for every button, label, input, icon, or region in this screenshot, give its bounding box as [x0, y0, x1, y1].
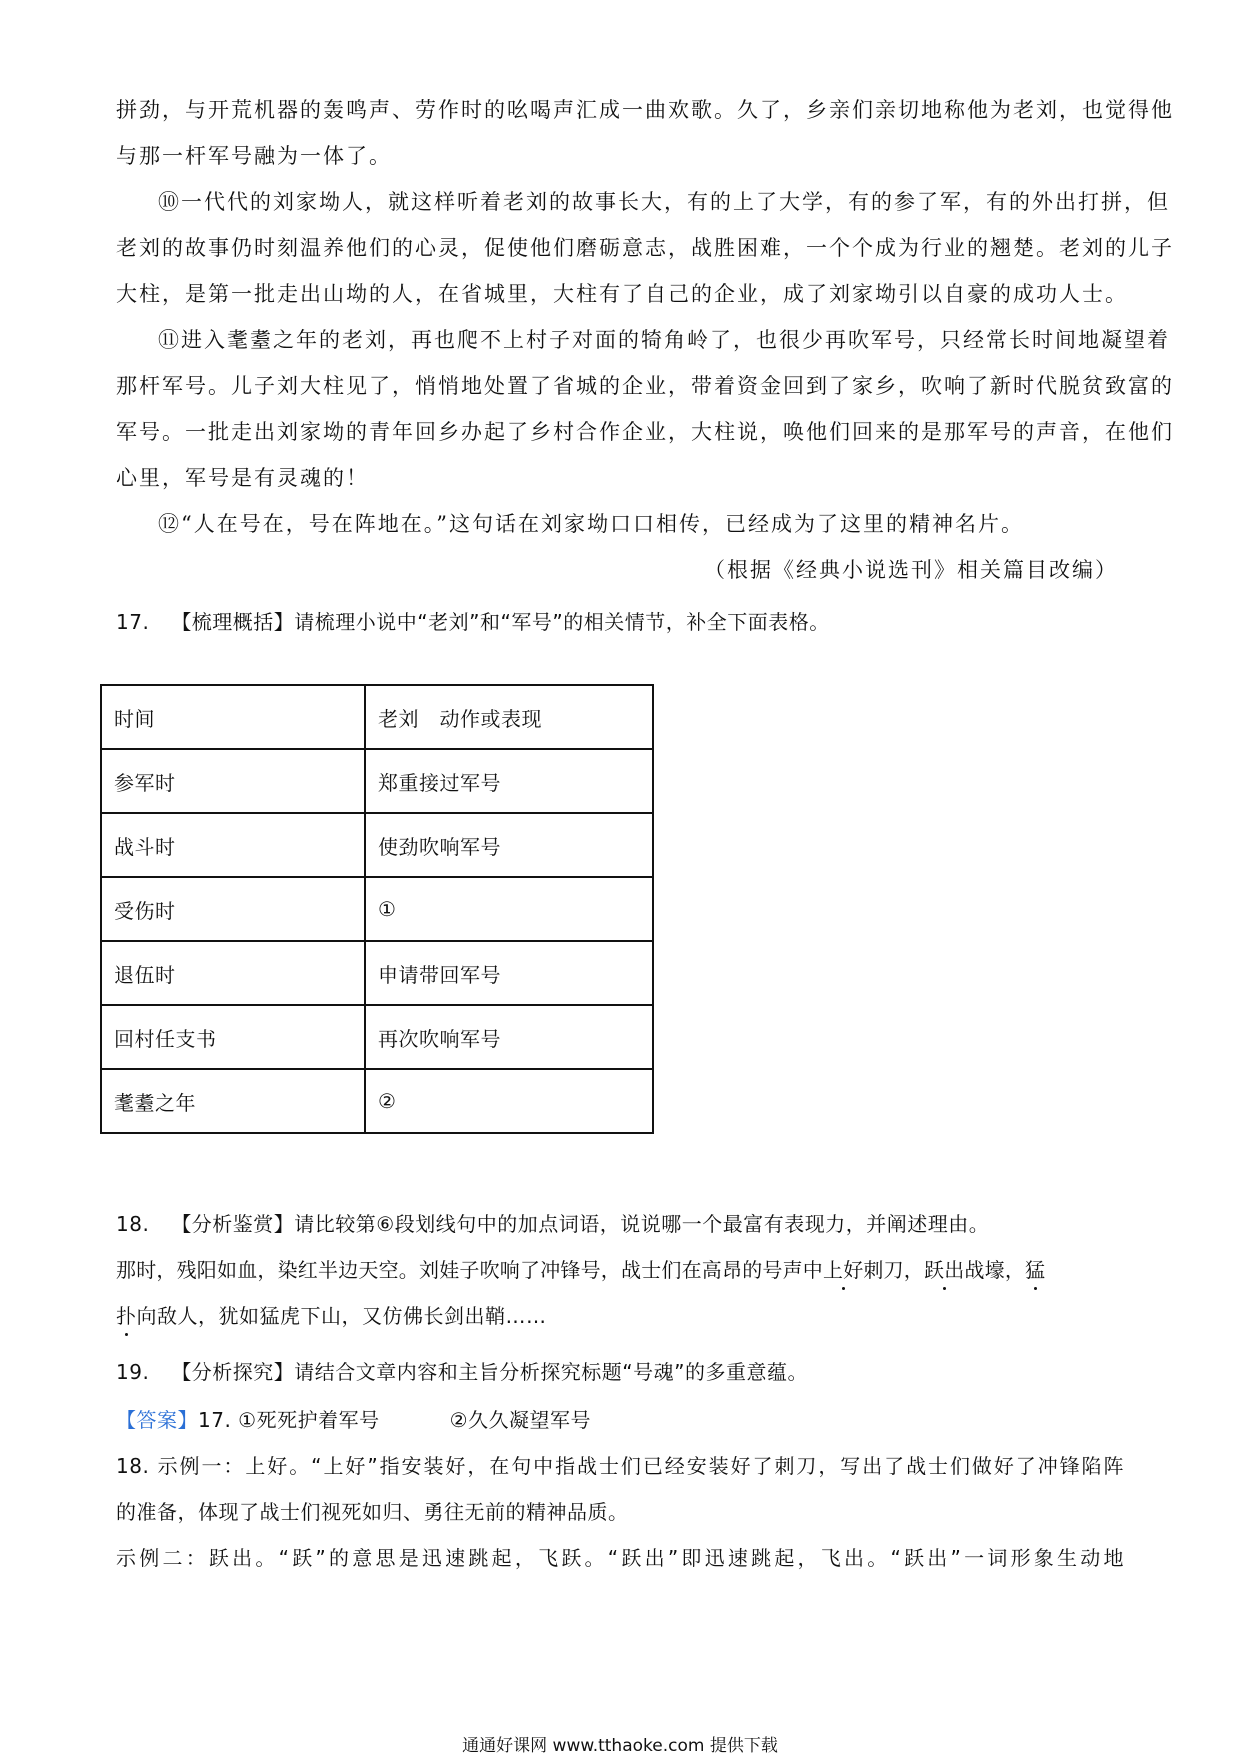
passage-line: 老刘的故事仍时刻温养他们的心灵，促使他们磨砺意志，战胜困难，一个个成为行业的翘楚。老刘的儿子	[116, 236, 1174, 260]
table-cell: ①	[365, 877, 653, 941]
question-number: 17.	[116, 610, 150, 634]
table-row	[101, 749, 653, 813]
table-cell: 回村任支书	[101, 1005, 365, 1069]
table-cell: 受伤时	[101, 877, 365, 941]
table-cell: 耄耋之年	[101, 1069, 365, 1133]
question-17	[116, 606, 830, 635]
passage-line: 大柱，是第一批走出山坳的人，在省城里，大柱有了自己的企业，成了刘家坳引以自豪的成功人士。	[116, 282, 1128, 306]
quote-text: 战壕，	[964, 1258, 1026, 1282]
dotted-word: 扑	[116, 1300, 137, 1329]
passage-line: 与那一杆军号融为一体了。	[116, 144, 392, 168]
answer-tag: 【答案】	[116, 1408, 198, 1432]
table-cell: 老刘 动作或表现	[365, 685, 653, 749]
question-text: 【梳理概括】请梳理小说中“老刘”和“军号”的相关情节，补全下面表格。	[171, 610, 830, 634]
table-cell: 退伍时	[101, 941, 365, 1005]
quote-text: 那时，残阳如血，染红半边天空。刘娃子吹响了冲锋号，战士们在高昂的号声中	[116, 1258, 823, 1282]
table-row	[101, 1069, 653, 1133]
question-18	[116, 1208, 989, 1237]
table-row	[101, 941, 653, 1005]
question-number: 18.	[116, 1212, 150, 1236]
table-cell: 参军时	[101, 749, 365, 813]
table-cell: 战斗时	[101, 813, 365, 877]
table-row	[101, 877, 653, 941]
table-cell: 使劲吹响军号	[365, 813, 653, 877]
table-cell: ②	[365, 1069, 653, 1133]
passage-line: ⑪进入耄耋之年的老刘，再也爬不上村子对面的犄角岭了，也很少再吹军号，只经常长时间地凝望着	[158, 328, 1170, 352]
table-row	[101, 1005, 653, 1069]
answer-text: 17. ①死死护着军号	[198, 1408, 380, 1432]
table-row	[101, 685, 653, 749]
table-cell: 郑重接过军号	[365, 749, 653, 813]
table-cell: 再次吹响军号	[365, 1005, 653, 1069]
table-row	[101, 813, 653, 877]
passage-line: ⑫“人在号在，号在阵地在。”这句话在刘家坳口口相传，已经成为了这里的精神名片。	[158, 512, 1024, 536]
question-number: 19.	[116, 1360, 150, 1384]
answer-18-line: 18. 示例一：上好。“上好”指安装好，在句中指战士们已经安装好了刺刀，写出了战士们做好了冲锋陷阵	[116, 1454, 1124, 1478]
answer-18-line: 示例二：跃出。“跃”的意思是迅速跳起，飞跃。“跃出”即迅速跳起，飞出。“跃出”一词形象生动地	[116, 1546, 1124, 1570]
quote-text: 刺刀，	[863, 1258, 925, 1282]
question-text: 【分析鉴赏】请比较第⑥段划线句中的加点词语，说说哪一个最富有表现力，并阐述理由。	[171, 1212, 990, 1236]
passage-line: 军号。一批走出刘家坳的青年回乡办起了乡村合作企业，大柱说，唤他们回来的是那军号的声音，在他们	[116, 420, 1174, 444]
passage-line: 拼劲，与开荒机器的轰鸣声、劳作时的吆喝声汇成一曲欢歌。久了，乡亲们亲切地称他为老刘，也觉得他	[116, 98, 1174, 122]
question-text: 【分析探究】请结合文章内容和主旨分析探究标题“号魂”的多重意蕴。	[171, 1360, 809, 1384]
quote-text: 向敌人，犹如猛虎下山，又仿佛长剑出鞘……	[136, 1304, 547, 1328]
answer-text: ②久久凝望军号	[449, 1408, 592, 1432]
source-note: （根据《经典小说选刊》相关篇目改编）	[704, 558, 1118, 582]
dotted-word: 跃出	[924, 1254, 964, 1283]
passage-line: 那杆军号。儿子刘大柱见了，悄悄地处置了省城的企业，带着资金回到了家乡，吹响了新时代脱贫致富的	[116, 374, 1174, 398]
quoted-sentence	[116, 1300, 547, 1329]
passage-line: 心里，军号是有灵魂的！	[116, 466, 369, 490]
dotted-word: 上好	[823, 1254, 863, 1283]
download-footer: 通通好课网 www.tthaoke.com 提供下载	[462, 1736, 778, 1756]
passage-line: ⑩一代代的刘家坳人，就这样听着老刘的故事长大，有的上了大学，有的参了军，有的外出打拼，但	[158, 190, 1170, 214]
quoted-sentence	[116, 1254, 1045, 1283]
table-cell: 时间	[101, 685, 365, 749]
question-19	[116, 1356, 808, 1385]
answer-17	[116, 1404, 591, 1433]
dotted-word: 猛	[1025, 1254, 1045, 1283]
table-cell: 申请带回军号	[365, 941, 653, 1005]
plot-table	[100, 684, 654, 1134]
answer-18-line: 的准备，体现了战士们视死如归、勇往无前的精神品质。	[116, 1500, 629, 1524]
